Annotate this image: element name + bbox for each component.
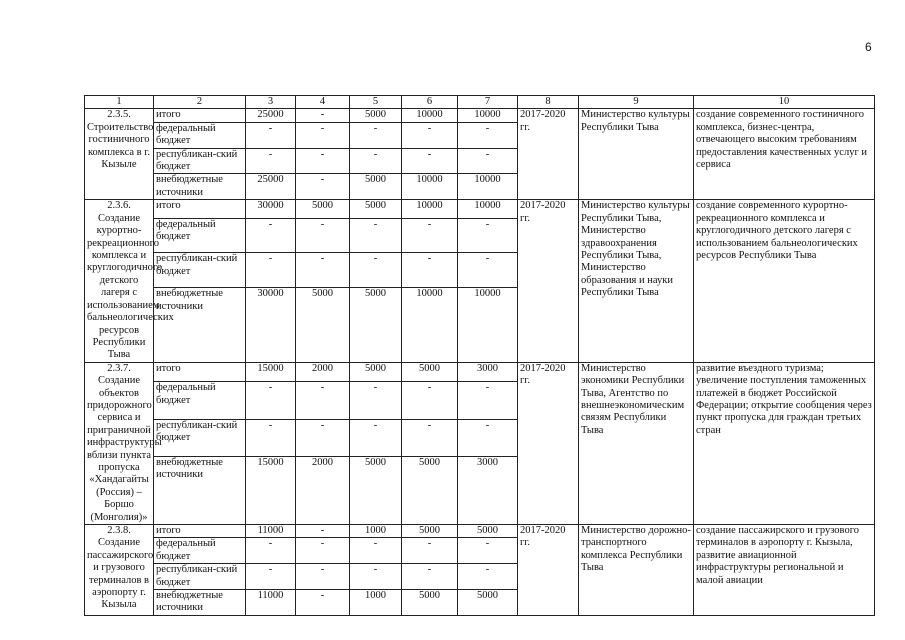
funding-amount-cell: 2000 [296, 362, 350, 381]
funding-amount-cell: - [296, 253, 350, 288]
funding-amount-cell: - [296, 525, 350, 538]
funding-amount-cell: - [458, 253, 518, 288]
funding-amount-cell: - [296, 590, 350, 616]
funding-amount-cell: - [458, 564, 518, 590]
funding-amount-cell: 10000 [458, 174, 518, 200]
funding-amount-cell: 5000 [350, 362, 402, 381]
responsible-executor: Министерство культуры Республики Тыва, Министерство здравоохранения Республики Тыва, Министерство образования и науки Республики Тыва [579, 200, 694, 362]
funding-amount-cell: 10000 [458, 109, 518, 122]
column-number: 4 [296, 96, 350, 109]
funding-amount-cell: - [246, 253, 296, 288]
funding-amount-cell: - [402, 253, 458, 288]
funding-amount-cell: 5000 [350, 456, 402, 524]
page-number: 6 [865, 40, 872, 54]
funding-source-label: итого [154, 525, 246, 538]
funding-amount-cell: - [246, 419, 296, 456]
funding-amount-cell: 10000 [402, 109, 458, 122]
funding-amount-cell: 30000 [246, 288, 296, 362]
funding-amount-cell: - [246, 564, 296, 590]
funding-amount-cell: 10000 [402, 174, 458, 200]
measure-row [85, 200, 875, 218]
funding-amount-cell: - [402, 564, 458, 590]
column-number: 1 [85, 96, 154, 109]
funding-amount-cell: - [402, 148, 458, 174]
column-number: 8 [518, 96, 579, 109]
funding-amount-cell: 10000 [402, 288, 458, 362]
responsible-executor: Министерство культуры Республики Тыва [579, 109, 694, 200]
funding-amount-cell: 5000 [458, 525, 518, 538]
column-number: 5 [350, 96, 402, 109]
funding-source-label: федеральный бюджет [154, 218, 246, 253]
funding-amount-cell: - [402, 382, 458, 419]
funding-amount-cell: - [246, 122, 296, 148]
funding-source-label: федеральный бюджет [154, 538, 246, 564]
funding-amount-cell: 2000 [296, 456, 350, 524]
funding-amount-cell: - [350, 564, 402, 590]
responsible-executor: Министерство дорожно-транспортного комплекса Республики Тыва [579, 525, 694, 616]
funding-amount-cell: 5000 [350, 174, 402, 200]
funding-amount-cell: - [246, 218, 296, 253]
funding-amount-cell: - [402, 218, 458, 253]
funding-amount-cell: - [296, 419, 350, 456]
funding-source-label: федеральный бюджет [154, 122, 246, 148]
funding-amount-cell: 11000 [246, 525, 296, 538]
funding-amount-cell: 10000 [458, 288, 518, 362]
measure-name: 2.3.6. Создание курортно-рекреационного комплекса и круглогодичного детского лагеря с использованием бальнеологических ресурсов Республики Тыва [85, 200, 154, 362]
implementation-period: 2017-2020 гг. [518, 109, 579, 200]
funding-amount-cell: 10000 [458, 200, 518, 218]
funding-amount-cell: 5000 [402, 456, 458, 524]
funding-source-label: внебюджетные источники [154, 456, 246, 524]
funding-amount-cell: 3000 [458, 362, 518, 381]
funding-amount-cell: - [296, 174, 350, 200]
implementation-period: 2017-2020 гг. [518, 525, 579, 616]
program-measures-table [84, 95, 875, 616]
funding-amount-cell: - [458, 218, 518, 253]
funding-source-label: республикан-ский бюджет [154, 564, 246, 590]
implementation-period: 2017-2020 гг. [518, 362, 579, 524]
funding-amount-cell: - [296, 538, 350, 564]
funding-amount-cell: - [350, 218, 402, 253]
funding-source-label: республикан-ский бюджет [154, 253, 246, 288]
expected-result: создание современного гостиничного комплекса, бизнес-центра, отвечающего высоким требованиям предоставления качественных услуг и сервиса [694, 109, 875, 200]
funding-amount-cell: - [350, 122, 402, 148]
funding-source-label: республикан-ский бюджет [154, 148, 246, 174]
column-number: 3 [246, 96, 296, 109]
funding-amount-cell: 15000 [246, 362, 296, 381]
measure-name: 2.3.8. Создание пассажирского и грузового терминалов в аэропорту г. Кызыла [85, 525, 154, 616]
funding-amount-cell: 5000 [402, 362, 458, 381]
funding-amount-cell: 15000 [246, 456, 296, 524]
expected-result: создание пассажирского и грузового терминалов в аэропорту г. Кызыла, развитие авиационной инфраструктуры региональной и малой авиации [694, 525, 875, 616]
funding-source-label: федеральный бюджет [154, 382, 246, 419]
measure-row [85, 362, 875, 381]
funding-amount-cell: 5000 [296, 288, 350, 362]
funding-source-label: внебюджетные источники [154, 288, 246, 362]
funding-amount-cell: - [296, 564, 350, 590]
column-number: 10 [694, 96, 875, 109]
funding-source-label: итого [154, 200, 246, 218]
funding-amount-cell: - [350, 148, 402, 174]
expected-result: развитие въездного туризма; увеличение поступления таможенных платежей в бюджет Российской Федерации; открытие сообщения через пункт пропуска для граждан третьих стран [694, 362, 875, 524]
funding-amount-cell: - [402, 538, 458, 564]
funding-amount-cell: - [458, 419, 518, 456]
funding-amount-cell: - [402, 122, 458, 148]
funding-source-label: внебюджетные источники [154, 174, 246, 200]
funding-amount-cell: 3000 [458, 456, 518, 524]
column-number: 6 [402, 96, 458, 109]
funding-amount-cell: 5000 [296, 200, 350, 218]
measure-name: 2.3.7. Создание объектов придорожного сервиса и приграничной инфраструктуры вблизи пункта пропуска «Хандагайты (Россия) – Боршо (Монголия)» [85, 362, 154, 524]
funding-amount-cell: 5000 [350, 109, 402, 122]
column-numbers-row [85, 96, 875, 109]
measure-row [85, 525, 875, 538]
funding-amount-cell: 5000 [402, 590, 458, 616]
funding-source-label: внебюджетные источники [154, 590, 246, 616]
measure-name: 2.3.5. Строительство гостиничного комплекса в г. Кызыле [85, 109, 154, 200]
funding-amount-cell: - [350, 538, 402, 564]
measure-row [85, 109, 875, 122]
funding-amount-cell: 5000 [350, 288, 402, 362]
column-number: 9 [579, 96, 694, 109]
funding-amount-cell: 25000 [246, 174, 296, 200]
funding-amount-cell: - [296, 122, 350, 148]
funding-amount-cell: 30000 [246, 200, 296, 218]
funding-amount-cell: - [296, 382, 350, 419]
implementation-period: 2017-2020 гг. [518, 200, 579, 362]
funding-amount-cell: - [458, 382, 518, 419]
funding-amount-cell: 5000 [402, 525, 458, 538]
funding-source-label: итого [154, 109, 246, 122]
column-number: 7 [458, 96, 518, 109]
funding-amount-cell: 10000 [402, 200, 458, 218]
funding-amount-cell: - [246, 382, 296, 419]
funding-amount-cell: - [458, 538, 518, 564]
funding-source-label: республикан-ский бюджет [154, 419, 246, 456]
funding-amount-cell: 11000 [246, 590, 296, 616]
funding-amount-cell: 1000 [350, 590, 402, 616]
responsible-executor: Министерство экономики Республики Тыва, Агентство по внешнеэкономическим связям Республики Тыва [579, 362, 694, 524]
funding-amount-cell: - [458, 122, 518, 148]
funding-amount-cell: - [350, 382, 402, 419]
funding-amount-cell: - [246, 538, 296, 564]
funding-amount-cell: 5000 [458, 590, 518, 616]
funding-amount-cell: - [246, 148, 296, 174]
funding-amount-cell: - [458, 148, 518, 174]
funding-source-label: итого [154, 362, 246, 381]
funding-amount-cell: 5000 [350, 200, 402, 218]
funding-amount-cell: - [350, 419, 402, 456]
funding-amount-cell: 1000 [350, 525, 402, 538]
expected-result: создание современного курортно-рекреационного комплекса и круглогодичного детского лагеря с использованием бальнеологических ресурсов Республики Тыва [694, 200, 875, 362]
funding-amount-cell: - [402, 419, 458, 456]
funding-amount-cell: - [296, 109, 350, 122]
funding-amount-cell: 25000 [246, 109, 296, 122]
funding-amount-cell: - [296, 148, 350, 174]
column-number: 2 [154, 96, 246, 109]
funding-amount-cell: - [296, 218, 350, 253]
funding-amount-cell: - [350, 253, 402, 288]
